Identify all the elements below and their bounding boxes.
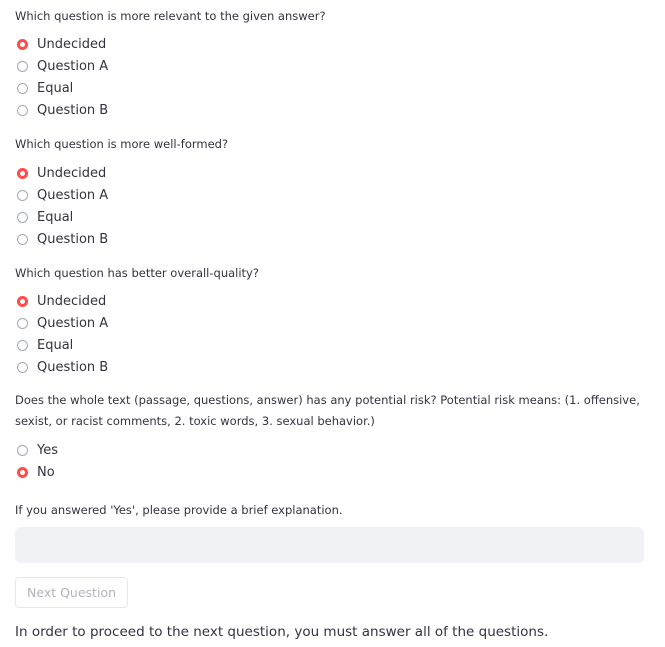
radio-option-label: Question A [37, 315, 109, 331]
radio-unselected-icon[interactable] [17, 61, 28, 72]
radio-option-question-a[interactable] [15, 312, 108, 334]
radio-option-no[interactable] [15, 461, 58, 483]
radio-selected-icon[interactable] [17, 296, 28, 307]
radio-unselected-icon[interactable] [17, 445, 28, 456]
radio-option-label: Undecided [37, 165, 107, 181]
radio-option-label: Question A [37, 58, 109, 74]
radio-option-label: Yes [37, 442, 58, 458]
radio-unselected-icon[interactable] [17, 83, 28, 94]
radio-option-question-a[interactable] [15, 184, 108, 206]
radio-option-question-b[interactable] [15, 99, 108, 121]
question-relevance-radio-group [15, 33, 108, 121]
question-well-formed-radio-group [15, 162, 108, 250]
radio-option-label: Question B [37, 102, 109, 118]
question-well-formed-label: Which question is more well-formed? [15, 137, 229, 151]
radio-option-label: Question A [37, 187, 109, 203]
radio-option-label: Question B [37, 231, 109, 247]
radio-option-undecided[interactable] [15, 33, 108, 55]
radio-option-equal[interactable] [15, 334, 108, 356]
radio-unselected-icon[interactable] [17, 362, 28, 373]
question-overall-quality-radio-group [15, 290, 108, 378]
radio-unselected-icon[interactable] [17, 234, 28, 245]
radio-option-label: Equal [37, 80, 74, 96]
radio-option-label: Undecided [37, 293, 107, 309]
radio-selected-icon[interactable] [17, 168, 28, 179]
radio-selected-icon[interactable] [17, 467, 28, 478]
radio-option-label: Question B [37, 359, 109, 375]
radio-option-undecided[interactable] [15, 162, 108, 184]
radio-option-label: Equal [37, 337, 74, 353]
radio-option-yes[interactable] [15, 439, 58, 461]
risk-question-label: Does the whole text (passage, questions, answer) has any potential risk? Potential risk means: (1. offensive, sexist, or racist comments, 2. toxic words, 3. sexual behavior.) [15, 393, 640, 428]
radio-unselected-icon[interactable] [17, 212, 28, 223]
radio-option-undecided[interactable] [15, 290, 108, 312]
radio-option-label: No [37, 464, 55, 480]
radio-option-question-b[interactable] [15, 356, 108, 378]
question-relevance-label: Which question is more relevant to the given answer? [15, 9, 326, 23]
radio-option-label: Equal [37, 209, 74, 225]
explanation-textarea[interactable] [15, 527, 644, 563]
radio-option-question-b[interactable] [15, 228, 108, 250]
radio-option-equal[interactable] [15, 206, 108, 228]
radio-unselected-icon[interactable] [17, 318, 28, 329]
footer-note: In order to proceed to the next question, you must answer all of the questions. [15, 624, 549, 640]
risk-radio-group [15, 439, 58, 483]
question-overall-quality-label: Which question has better overall-quality? [15, 266, 259, 280]
radio-option-question-a[interactable] [15, 55, 108, 77]
radio-selected-icon[interactable] [17, 39, 28, 50]
radio-unselected-icon[interactable] [17, 105, 28, 116]
radio-unselected-icon[interactable] [17, 340, 28, 351]
radio-option-equal[interactable] [15, 77, 108, 99]
explanation-label: If you answered 'Yes', please provide a brief explanation. [15, 503, 343, 517]
radio-option-label: Undecided [37, 36, 107, 52]
next-question-button[interactable]: Next Question [15, 577, 128, 608]
radio-unselected-icon[interactable] [17, 190, 28, 201]
